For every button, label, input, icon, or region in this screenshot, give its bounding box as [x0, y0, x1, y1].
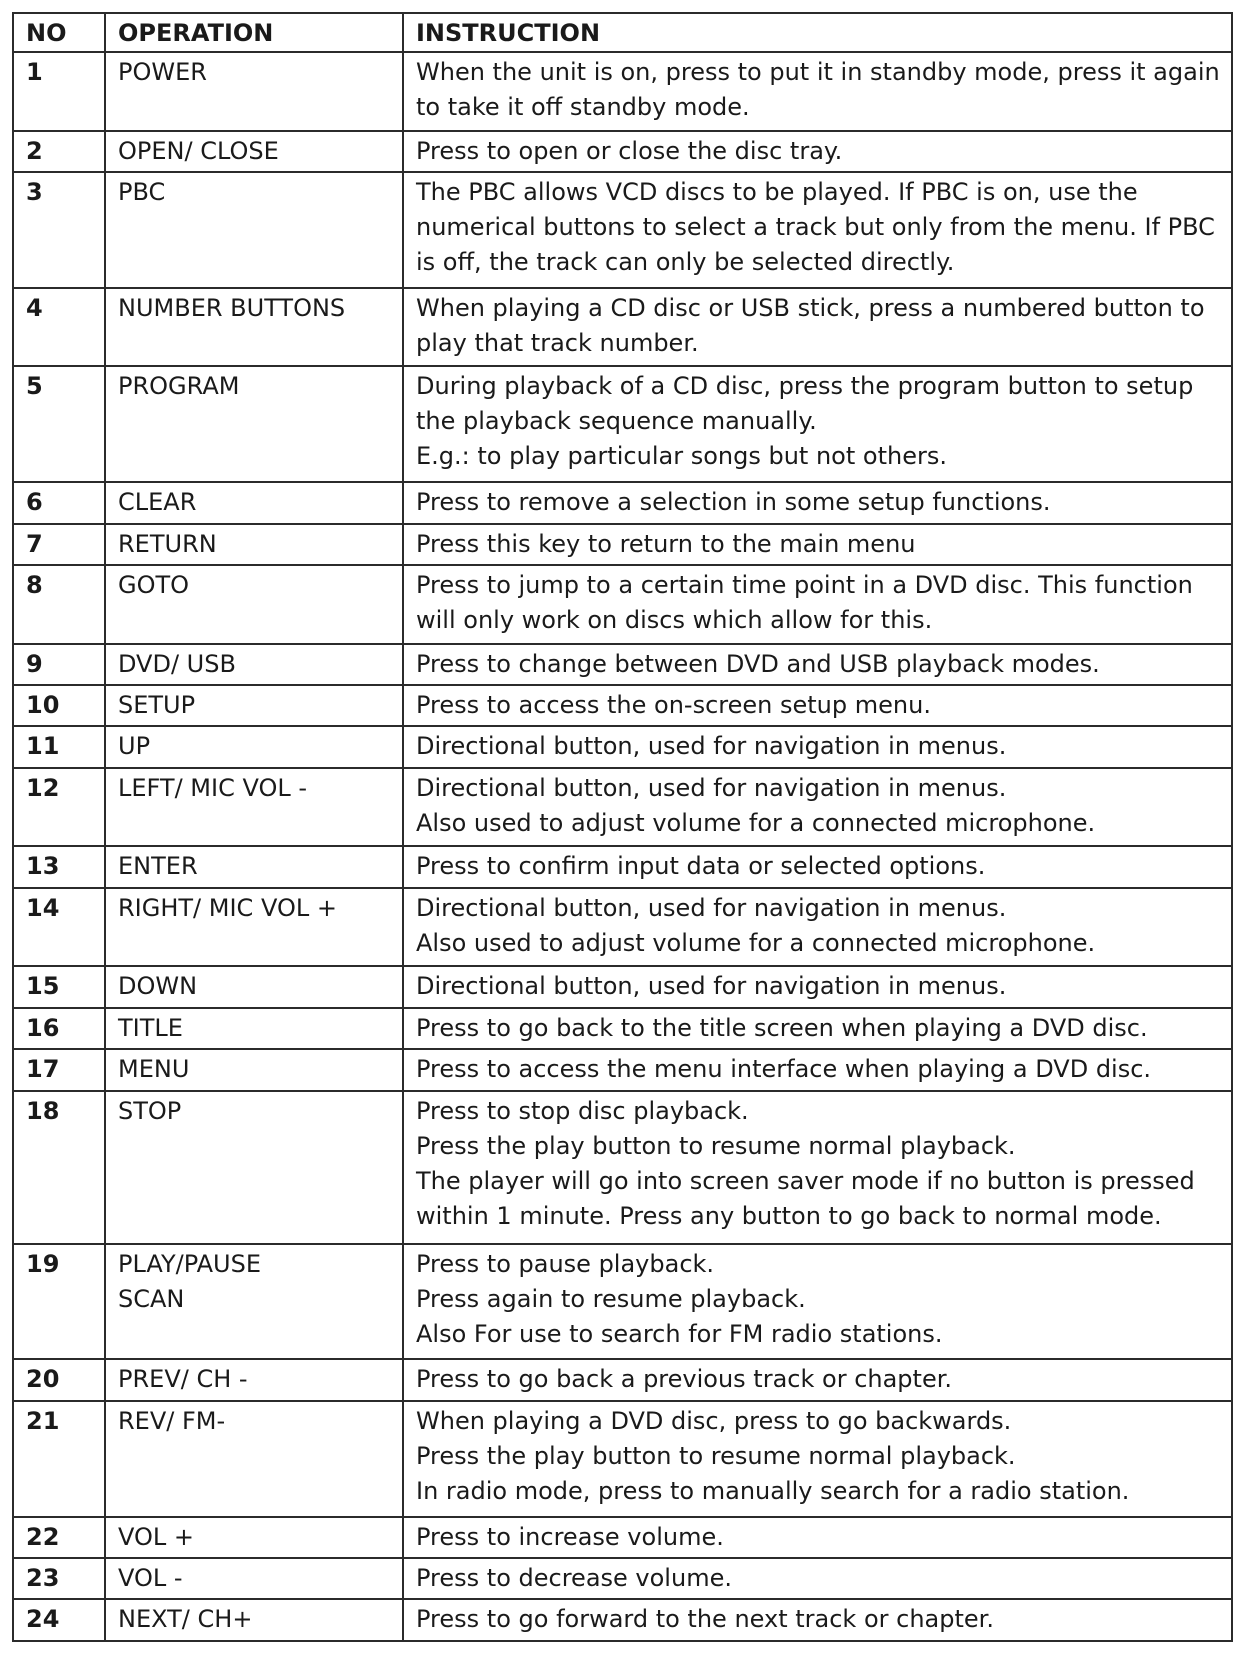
cell-instruction: [403, 1359, 1232, 1400]
table-row: [13, 846, 1232, 887]
instruction-line: Press to stop disc playback.: [416, 1096, 749, 1125]
cell-instruction: [403, 565, 1232, 644]
cell-instruction: [403, 768, 1232, 847]
instruction-line: Press to go back a previous track or chapter.: [416, 1365, 953, 1394]
cell-operation: [105, 1091, 403, 1244]
cell-operation: [105, 524, 403, 565]
instruction-line: is off, the track can only be selected directly.: [416, 248, 955, 277]
table-row: [13, 888, 1232, 967]
operation-line: ENTER: [118, 852, 198, 881]
cell-no: 17: [13, 1049, 105, 1090]
cell-instruction: [403, 482, 1232, 523]
cell-operation: [105, 685, 403, 726]
cell-no: 19: [13, 1244, 105, 1360]
table-row: [13, 288, 1232, 367]
operation-line: VOL -: [118, 1564, 183, 1593]
table-row: [13, 172, 1232, 288]
instruction-line: Press to access the menu interface when playing a DVD disc.: [416, 1055, 1152, 1084]
cell-instruction: [403, 888, 1232, 967]
operation-line: VOL +: [118, 1522, 194, 1551]
instruction-line: Press to go back to the title screen when playing a DVD disc.: [416, 1013, 1148, 1042]
instruction-line: Also For use to search for FM radio stations.: [416, 1319, 943, 1348]
cell-operation: [105, 1401, 403, 1517]
header-operation: OPERATION: [105, 13, 403, 52]
operation-line: POWER: [118, 58, 207, 86]
instruction-line: Press to decrease volume.: [416, 1564, 732, 1593]
cell-operation: [105, 966, 403, 1007]
table-row: [13, 482, 1232, 523]
table-row: [13, 966, 1232, 1007]
cell-instruction: [403, 366, 1232, 482]
operation-line: SETUP: [118, 691, 196, 719]
cell-instruction: [403, 288, 1232, 367]
instruction-line: Directional button, used for navigation in menus.: [416, 732, 1007, 761]
operation-line: MENU: [118, 1055, 190, 1084]
cell-operation: [105, 846, 403, 887]
instruction-line: The PBC allows VCD discs to be played. If PBC is on, use the: [416, 178, 1138, 207]
table-row: [13, 1091, 1232, 1244]
cell-operation: [105, 1599, 403, 1641]
cell-instruction: [403, 846, 1232, 887]
table-row: [13, 685, 1232, 726]
cell-operation: [105, 565, 403, 644]
cell-no: 15: [13, 966, 105, 1007]
table-body: [13, 52, 1232, 1641]
instruction-line: will only work on discs which allow for this.: [416, 605, 933, 634]
header-no: NO: [13, 13, 105, 52]
table-row: [13, 131, 1232, 172]
table-row: [13, 1517, 1232, 1558]
operation-line: PLAY/PAUSE: [118, 1249, 262, 1278]
cell-operation: [105, 644, 403, 685]
operation-line: UP: [118, 732, 151, 761]
operation-line: NUMBER BUTTONS: [118, 293, 346, 322]
table-row: [13, 1401, 1232, 1517]
instruction-line: E.g.: to play particular songs but not others.: [416, 442, 947, 471]
cell-no: 1: [13, 52, 105, 131]
cell-no: 2: [13, 131, 105, 172]
instruction-line: Directional button, used for navigation in menus.: [416, 972, 1007, 1001]
table-row: [13, 1599, 1232, 1641]
cell-operation: [105, 366, 403, 482]
instruction-line: Press again to resume playback.: [416, 1284, 806, 1313]
cell-no: 5: [13, 366, 105, 482]
table-row: [13, 1558, 1232, 1599]
instruction-line: numerical buttons to select a track but only from the menu. If PBC: [416, 213, 1215, 242]
instruction-line: When playing a DVD disc, press to go backwards.: [416, 1406, 1012, 1435]
cell-no: 14: [13, 888, 105, 967]
operation-line: PBC: [118, 178, 166, 207]
cell-instruction: [403, 1244, 1232, 1360]
cell-no: 18: [13, 1091, 105, 1244]
operation-line: PROGRAM: [118, 372, 240, 401]
instruction-line: During playback of a CD disc, press the program button to setup: [416, 372, 1194, 401]
instruction-line: When playing a CD disc or USB stick, press a numbered button to: [416, 293, 1205, 322]
cell-instruction: [403, 726, 1232, 767]
cell-no: 23: [13, 1558, 105, 1599]
instruction-line: Press this key to return to the main menu: [416, 529, 916, 558]
operation-line: GOTO: [118, 570, 190, 599]
cell-no: 4: [13, 288, 105, 367]
cell-no: 9: [13, 644, 105, 685]
table-row: [13, 726, 1232, 767]
cell-operation: [105, 1244, 403, 1360]
cell-instruction: [403, 524, 1232, 565]
instruction-line: Also used to adjust volume for a connected microphone.: [416, 808, 1096, 837]
cell-instruction: [403, 685, 1232, 726]
cell-no: 8: [13, 565, 105, 644]
instruction-line: Press to increase volume.: [416, 1522, 724, 1551]
cell-operation: [105, 52, 403, 131]
operation-line: DVD/ USB: [118, 649, 236, 678]
cell-no: 21: [13, 1401, 105, 1517]
instruction-line: Press the play button to resume normal playback.: [416, 1441, 1016, 1470]
cell-no: 13: [13, 846, 105, 887]
cell-operation: [105, 768, 403, 847]
table-row: [13, 524, 1232, 565]
operation-line: DOWN: [118, 972, 198, 1001]
instruction-line: Press the play button to resume normal playback.: [416, 1131, 1016, 1160]
cell-no: 10: [13, 685, 105, 726]
cell-instruction: [403, 1049, 1232, 1090]
cell-no: 3: [13, 172, 105, 288]
operation-line: STOP: [118, 1096, 182, 1125]
instruction-line: When the unit is on, press to put it in standby mode, press it again: [416, 58, 1220, 86]
cell-instruction: [403, 644, 1232, 685]
instruction-line: Directional button, used for navigation in menus.: [416, 893, 1007, 922]
cell-instruction: [403, 1401, 1232, 1517]
instruction-line: Press to jump to a certain time point in a DVD disc. This function: [416, 570, 1193, 599]
table-row: [13, 52, 1232, 131]
operation-line: OPEN/ CLOSE: [118, 136, 279, 165]
table-row: [13, 366, 1232, 482]
cell-no: 22: [13, 1517, 105, 1558]
header-instruction: INSTRUCTION: [403, 13, 1232, 52]
cell-operation: [105, 888, 403, 967]
table-row: [13, 1244, 1232, 1360]
operation-line: REV/ FM-: [118, 1406, 226, 1435]
cell-no: 16: [13, 1008, 105, 1049]
instruction-line: to take it off standby mode.: [416, 93, 750, 121]
operation-line: PREV/ CH -: [118, 1365, 248, 1394]
cell-operation: [105, 288, 403, 367]
instruction-line: Also used to adjust volume for a connected microphone.: [416, 928, 1096, 957]
cell-operation: [105, 1008, 403, 1049]
cell-no: 7: [13, 524, 105, 565]
instruction-line: Press to confirm input data or selected options.: [416, 852, 986, 881]
cell-instruction: [403, 1599, 1232, 1641]
cell-operation: [105, 1359, 403, 1400]
table-row: [13, 768, 1232, 847]
instruction-line: The player will go into screen saver mode if no button is pressed: [416, 1166, 1195, 1195]
cell-no: 12: [13, 768, 105, 847]
operation-line: CLEAR: [118, 488, 197, 517]
cell-instruction: [403, 966, 1232, 1007]
operation-line: NEXT/ CH+: [118, 1605, 253, 1634]
operation-line: RETURN: [118, 529, 217, 558]
cell-instruction: [403, 172, 1232, 288]
cell-operation: [105, 726, 403, 767]
table-row: [13, 1049, 1232, 1090]
operation-line: RIGHT/ MIC VOL +: [118, 893, 337, 922]
instruction-line: Press to open or close the disc tray.: [416, 136, 843, 165]
instruction-line: Press to go forward to the next track or chapter.: [416, 1605, 994, 1634]
cell-operation: [105, 1517, 403, 1558]
table-header-row: [13, 13, 1232, 52]
cell-no: 6: [13, 482, 105, 523]
instruction-line: Press to change between DVD and USB playback modes.: [416, 649, 1100, 678]
instruction-line: the playback sequence manually.: [416, 407, 817, 436]
table-row: [13, 644, 1232, 685]
cell-instruction: [403, 52, 1232, 131]
cell-no: 24: [13, 1599, 105, 1641]
cell-instruction: [403, 1517, 1232, 1558]
instruction-line: Directional button, used for navigation in menus.: [416, 773, 1007, 802]
table-row: [13, 565, 1232, 644]
cell-operation: [105, 1049, 403, 1090]
cell-instruction: [403, 131, 1232, 172]
instruction-line: In radio mode, press to manually search for a radio station.: [416, 1476, 1130, 1505]
cell-instruction: [403, 1558, 1232, 1599]
instruction-line: Press to pause playback.: [416, 1249, 715, 1278]
cell-no: 11: [13, 726, 105, 767]
cell-no: 20: [13, 1359, 105, 1400]
operation-line: LEFT/ MIC VOL -: [118, 773, 308, 802]
table-row: [13, 1008, 1232, 1049]
cell-operation: [105, 1558, 403, 1599]
table-row: [13, 1359, 1232, 1400]
cell-instruction: [403, 1091, 1232, 1244]
cell-instruction: [403, 1008, 1232, 1049]
instruction-line: play that track number.: [416, 328, 699, 357]
operation-line: SCAN: [118, 1284, 185, 1313]
cell-operation: [105, 172, 403, 288]
operation-line: TITLE: [118, 1013, 183, 1042]
cell-operation: [105, 131, 403, 172]
operations-table: [12, 12, 1233, 1642]
instruction-line: within 1 minute. Press any button to go back to normal mode.: [416, 1201, 1162, 1230]
instruction-line: Press to remove a selection in some setup functions.: [416, 488, 1051, 517]
instruction-line: Press to access the on-screen setup menu.: [416, 691, 931, 719]
cell-operation: [105, 482, 403, 523]
